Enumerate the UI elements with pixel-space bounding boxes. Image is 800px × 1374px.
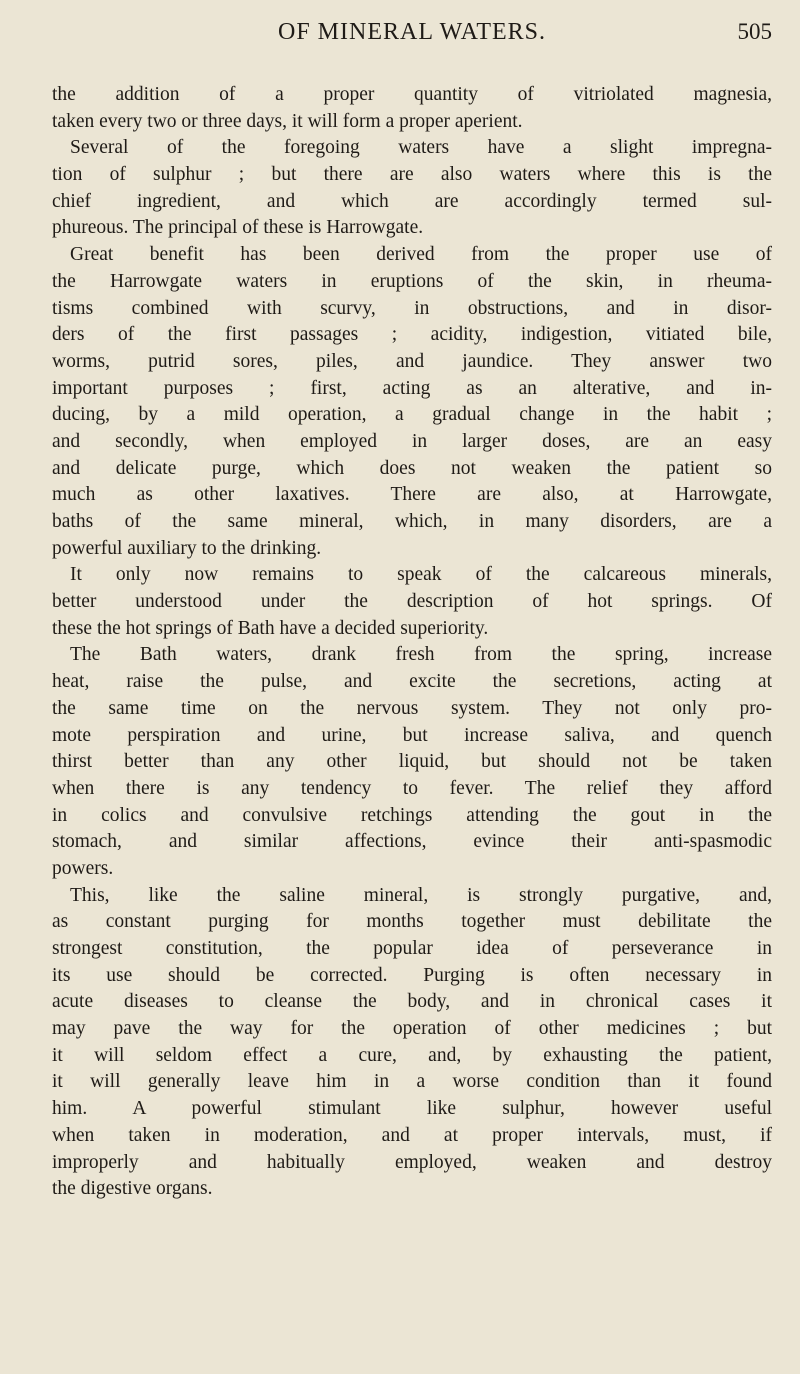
text-line: thirst better than any other liquid, but should not be taken [52, 751, 772, 773]
text-line: improperly and habitually employed, weaken and destroy [52, 1151, 772, 1173]
text-line: ducing, by a mild operation, a gradual change in the habit ; [52, 404, 772, 426]
running-title: OF MINERAL WATERS. [277, 19, 547, 45]
text-line: worms, putrid sores, piles, and jaundice. They answer two [52, 350, 772, 372]
text-line: the addition of a proper quantity of vitriolated magnesia, [52, 84, 772, 105]
text-line: It only now remains to speak of the calcareous minerals, [70, 564, 772, 586]
text-line: strongest constitution, the popular idea of perseverance in [52, 938, 772, 959]
running-head [52, 12, 772, 52]
text-line: him. A powerful stimulant like sulphur, however useful [52, 1098, 772, 1120]
text-line: as constant purging for months together must debilitate the [52, 911, 772, 933]
text-line: when taken in moderation, and at proper intervals, must, if [52, 1124, 772, 1146]
text-line: powerful auxiliary to the drinking. [52, 537, 322, 559]
text-line: Several of the foregoing waters have a slight impregna- [70, 137, 772, 159]
text-line: better understood under the description of hot springs. Of [52, 591, 772, 613]
text-line: taken every two or three days, it will form a proper aperient. [52, 110, 523, 132]
body-text [52, 82, 772, 1203]
text-line: the digestive organs. [52, 1178, 213, 1200]
text-line: the Harrowgate waters in eruptions of the skin, in rheuma- [52, 270, 772, 292]
text-line: the same time on the nervous system. They not only pro- [52, 697, 772, 719]
text-line: important purposes ; first, acting as an alterative, and in- [52, 377, 772, 399]
text-line: This, like the saline mineral, is strongly purgative, and, [70, 884, 772, 906]
text-line: The Bath waters, drank fresh from the spring, increase [70, 644, 772, 666]
text-line: acute diseases to cleanse the body, and in chronical cases it [52, 991, 772, 1013]
text-line: tisms combined with scurvy, in obstructions, and in disor- [52, 297, 772, 319]
text-line: phureous. The principal of these is Harrowgate. [52, 217, 424, 239]
text-line: in colics and convulsive retchings attending the gout in the [52, 804, 772, 826]
text-line: powers. [52, 857, 114, 879]
text-line: when there is any tendency to fever. The relief they afford [52, 777, 772, 799]
text-line: stomach, and similar affections, evince their anti-spasmodic [52, 831, 772, 853]
page-number: 505 [737, 19, 772, 44]
text-line: chief ingredient, and which are accordingly termed sul- [52, 190, 772, 212]
text-line: and delicate purge, which does not weaken the patient so [52, 457, 772, 479]
text-line: it will generally leave him in a worse condition than it found [52, 1071, 772, 1093]
text-line: Great benefit has been derived from the proper use of [70, 244, 772, 266]
text-line: its use should be corrected. Purging is often necessary in [52, 964, 772, 986]
text-line: these the hot springs of Bath have a decided superiority. [52, 617, 489, 639]
text-line: and secondly, when employed in larger doses, are an easy [52, 430, 772, 452]
text-line: heat, raise the pulse, and excite the secretions, acting at [52, 671, 772, 693]
text-line: it will seldom effect a cure, and, by exhausting the patient, [52, 1044, 772, 1066]
text-line: may pave the way for the operation of other medicines ; but [52, 1018, 772, 1040]
text-line: mote perspiration and urine, but increase saliva, and quench [52, 724, 772, 746]
text-line: ders of the first passages ; acidity, indigestion, vitiated bile, [52, 324, 772, 346]
text-line: much as other laxatives. There are also, at Harrowgate, [52, 484, 772, 506]
text-line: baths of the same mineral, which, in many disorders, are a [52, 511, 772, 532]
text-line: tion of sulphur ; but there are also waters where this is the [52, 164, 772, 186]
